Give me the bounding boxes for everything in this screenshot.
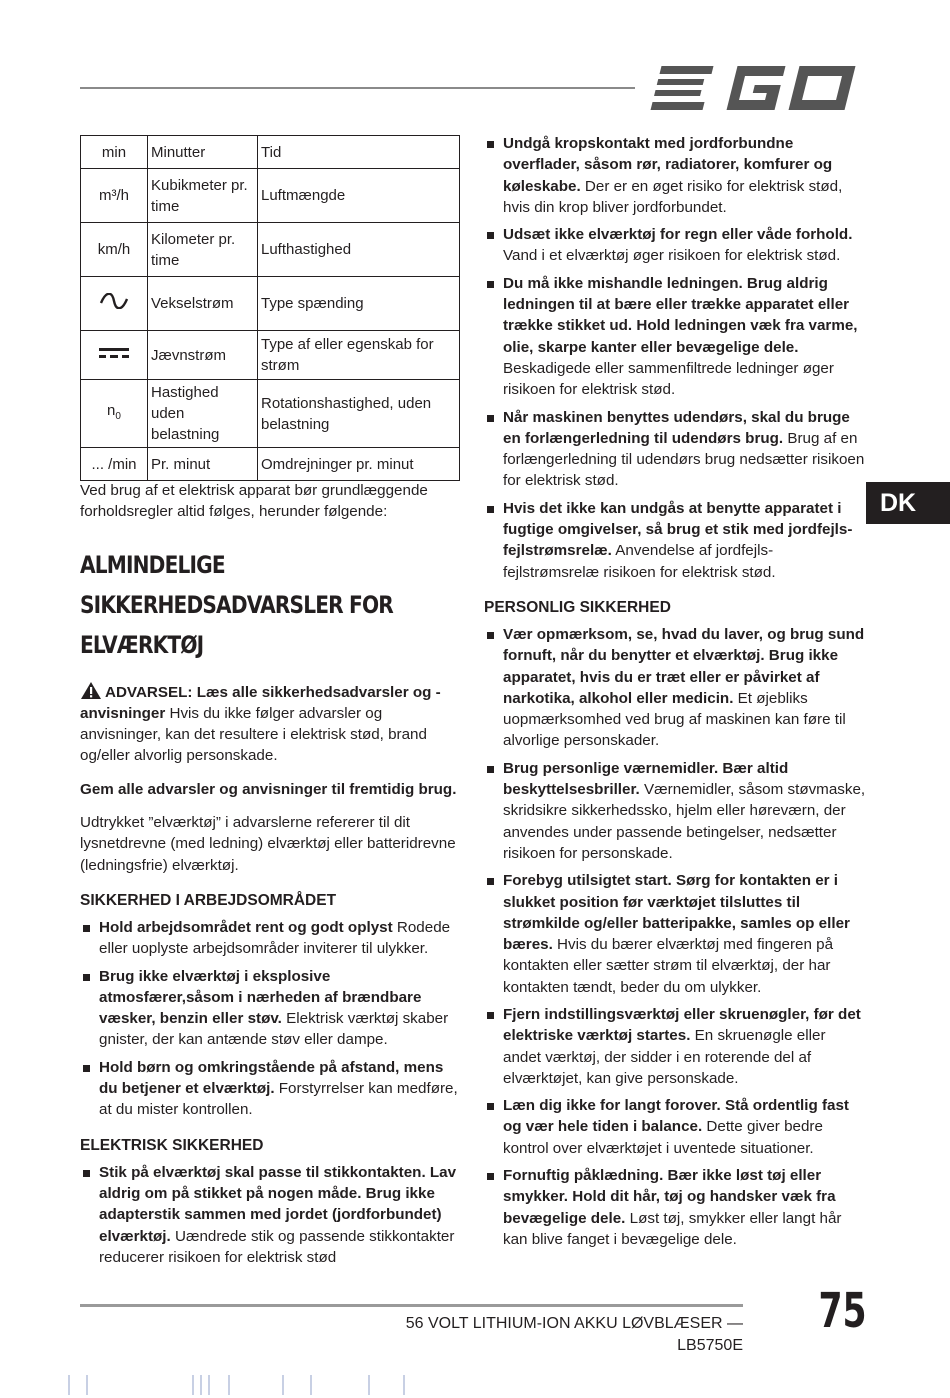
unit-symbol: min <box>81 136 148 169</box>
bullet-icon <box>83 925 90 932</box>
electrical-list-right <box>484 133 866 583</box>
header-rule <box>80 87 635 89</box>
bullet-icon <box>487 878 494 885</box>
list-item: Læn dig ikke for langt forover. Stå ordentlig fast og vær hele tiden i balance. Dette giver bedre kontrol over elværktøjet i uventede situationer. <box>484 1095 866 1159</box>
bullet-icon <box>83 1170 90 1177</box>
table-row <box>81 331 460 380</box>
unit-name: Jævnstrøm <box>148 331 258 380</box>
bullet-icon <box>487 232 494 239</box>
unit-meaning: Luftmængde <box>258 169 460 223</box>
list-item: Fjern indstillingsværktøj eller skruenøgler, før det elektriske værktøj startes. En skruenøgle eller andet værktøj, der sidder i en roterende del af elværktøjet, kan give personskade. <box>484 1004 866 1089</box>
list-item: Undgå kropskontakt med jordforbundne overflader, såsom rør, radiatorer, komfurer og køleskabe. Der er en øget risiko for elektrisk stød, hvis din krop bliver jordforbundet. <box>484 133 866 218</box>
table-row <box>81 448 460 481</box>
ego-logo <box>650 64 862 112</box>
unit-name: Vekselstrøm <box>148 277 258 331</box>
footer-rule <box>80 1304 743 1307</box>
unit-meaning: Type spænding <box>258 277 460 331</box>
bullet-icon <box>83 974 90 981</box>
list-item: Når maskinen benyttes udendørs, skal du bruge en forlængerledning til udendørs brug. Brug af en forlængerledning til udendørs brug nedsætter risikoen for elektrisk stød. <box>484 407 866 492</box>
ac-sine-icon <box>99 293 129 309</box>
n0-symbol: $n_0$ <box>81 380 148 448</box>
bullet-icon <box>487 415 494 422</box>
unit-name: Hastighed uden belastning <box>148 380 258 448</box>
section-title: ALMINDELIGE SIKKERHEDSADVARSLER FOR ELVÆRKTØJ <box>80 550 393 659</box>
bullet-icon <box>487 281 494 288</box>
bullet-icon <box>83 1065 90 1072</box>
save-note: Gem alle advarsler og anvisninger til fremtidig brug. <box>80 780 457 798</box>
units-table <box>80 135 460 481</box>
work-area-heading: SIKKERHED I ARBEJDSOMRÅDET <box>80 891 337 909</box>
electrical-heading: ELEKTRISK SIKKERHED <box>80 1136 264 1154</box>
left-column <box>80 480 465 1274</box>
bullet-icon <box>487 766 494 773</box>
language-tab: DK <box>866 482 950 524</box>
table-row <box>81 380 460 448</box>
table-row <box>81 277 460 331</box>
list-item: Brug ikke elværktøj i eksplosive atmosfærer,såsom i nærheden af brændbare væsker, benzin eller støv. Elektrisk værktøj skaber gnister, der kan antænde støv eller dampe. <box>80 966 465 1051</box>
personal-heading: PERSONLIG SIKKERHED <box>484 598 671 616</box>
footer-product: 56 VOLT LITHIUM-ION AKKU LØVBLÆSER — LB5750E <box>405 1315 743 1354</box>
electrical-list-left <box>80 1162 465 1268</box>
intro-text: Ved brug af et elektrisk apparat bør grundlæggende forholdsregler altid følges, herunder følgende: <box>80 482 428 521</box>
list-item: Stik på elværktøj skal passe til stikkontakten. Lav aldrig om på stikket på nogen måde. Brug ikke adapterstik sammen med jordet (jordforbundet) elværktøj. Uændrede stik og passende stikkontakter reducerer risikoen for elektrisk stød <box>80 1162 465 1268</box>
unit-meaning: Tid <box>258 136 460 169</box>
unit-name: Pr. minut <box>148 448 258 481</box>
bullet-icon <box>487 141 494 148</box>
list-item: Udsæt ikke elværktøj for regn eller våde forhold. Vand i et elværktøj øger risikoen for elektrisk stød. <box>484 224 866 267</box>
list-item: Forebyg utilsigtet start. Sørg for kontakten er i slukket position før værktøjet tilsluttes til strømkilde og/eller batteripakke, samles op eller bæres. Hvis du bærer elværktøj med fingeren på kontakten eller sætter strøm til elværktøj, der har kontakten tændt, beder du om ulykker. <box>484 870 866 998</box>
list-item: Du må ikke mishandle ledningen. Brug aldrig ledningen til at bære eller trække apparatet eller trække stikket ud. Hold ledningen væk fra varme, olie, skarpe kanter eller bevægelige dele. Beskadigede eller sammenfiltrede ledninger øger risikoen for elektrisk stød. <box>484 273 866 401</box>
bullet-icon <box>487 506 494 513</box>
dc-current-icon <box>98 346 130 360</box>
list-item: Fornuftig påklædning. Bær ikke løst tøj eller smykker. Hold dit hår, tøj og handsker væk fra bevægelige dele. Løst tøj, smykker eller langt hår kan blive fanget i bevægelige dele. <box>484 1165 866 1250</box>
unit-name: Minutter <box>148 136 258 169</box>
unit-meaning: Rotationshastighed, uden belastning <box>258 380 460 448</box>
table-row <box>81 169 460 223</box>
list-item: Brug personlige værnemidler. Bær altid beskyttelsesbriller. Værnemidler, såsom støvmaske, skridsikre sikkerhedssko, hjelm eller høreværn, der anvendes under passende betingelser, nedsætter risikoen for personskade. <box>484 758 866 864</box>
warning-triangle-icon <box>80 681 102 700</box>
unit-meaning: Type af eller egenskab for strøm <box>258 331 460 380</box>
scan-marks <box>0 1375 950 1395</box>
work-area-list <box>80 917 465 1121</box>
unit-symbol: ... /min <box>81 448 148 481</box>
warning-text: Hvis du ikke følger advarsler og anvisninger, kan det resultere i elektrisk stød, brand og/eller alvorlig personskade. <box>80 704 427 765</box>
warning-bold: Læs alle sikkerhedsadvarsler og -anvisninger <box>80 683 441 722</box>
page-number: 75 <box>818 1283 867 1339</box>
bullet-icon <box>487 1012 494 1019</box>
right-column <box>484 133 866 1256</box>
table-row <box>81 223 460 277</box>
bullet-icon <box>487 632 494 639</box>
personal-list <box>484 624 866 1250</box>
unit-meaning: Lufthastighed <box>258 223 460 277</box>
list-item: Hold arbejdsområdet rent og godt oplyst Rodede eller uoplyste arbejdsområder inviterer til ulykker. <box>80 917 465 960</box>
unit-name: Kilometer pr. time <box>148 223 258 277</box>
unit-symbol: km/h <box>81 223 148 277</box>
definition-text: Udtrykket ”elværktøj” i advarslerne refererer til dit lysnetdrevne (med ledning) elværktøj eller batteridrevne (ledningsfrie) elværktøj. <box>80 814 456 874</box>
warning-label: ADVARSEL: <box>105 683 193 701</box>
table-row <box>81 136 460 169</box>
unit-meaning: Omdrejninger pr. minut <box>258 448 460 481</box>
bullet-icon <box>487 1103 494 1110</box>
warning-paragraph <box>80 681 465 767</box>
list-item: Hvis det ikke kan undgås at benytte apparatet i fugtige omgivelser, så brug et stik med jordfejls-fejlstrømsrelæ. Anvendelse af jordfejls-fejlstrømsrelæ risikoen for elektrisk stød. <box>484 498 866 583</box>
unit-symbol: m³/h <box>81 169 148 223</box>
unit-name: Kubikmeter pr. time <box>148 169 258 223</box>
bullet-icon <box>487 1173 494 1180</box>
list-item: Hold børn og omkringstående på afstand, mens du betjener et elværktøj. Forstyrrelser kan medføre, at du mister kontrollen. <box>80 1057 465 1121</box>
list-item: Vær opmærksom, se, hvad du laver, og brug sund fornuft, når du benytter et elværktøj. Brug ikke apparatet, hvis du er træt eller er påvirket af narkotika, alkohol eller medicin. Et øjebliks uopmærksomhed ved brug af maskinen kan føre til alvorlige personskader. <box>484 624 866 752</box>
